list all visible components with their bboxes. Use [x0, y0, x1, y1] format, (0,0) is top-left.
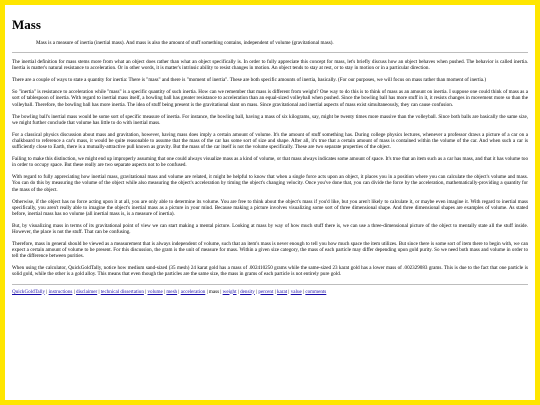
footer-link-weight[interactable]: weight	[222, 288, 237, 295]
footer-link-acceleration[interactable]: acceleration	[180, 288, 206, 295]
footer-link-technical-dissertation[interactable]: technical dissertation	[100, 288, 144, 295]
paragraph: There are a couple of ways to state a quantity for inertia: There is "mass" and there is "moment of inertia". These are both specific amounts of inertia, basically. (For our purposes, we will focus on mass rather than moment of inertia.)	[12, 77, 487, 84]
separator: |	[162, 288, 167, 295]
separator: |	[236, 288, 241, 295]
footer-link-percent[interactable]: percent	[258, 288, 274, 295]
paragraph: But, by visualizing mass in terms of its gravitational point of view we can start making a mental picture. Looking at mass by way of how much stuff there is, we can use a three-dimensional picture of the object to mentally state all the stuff inside. However, the place is not the stuff. That can be confusing.	[12, 222, 528, 235]
intro-text: Mass is a measure of inertia (inertial mass). And mass is also the amount of stuff something contains, independent of volume (gravitational mass).	[36, 40, 334, 46]
separator: |	[45, 288, 49, 295]
footer-link-mesh[interactable]: mesh	[166, 288, 178, 295]
paragraph: Otherwise, if the object has no force acting upon it at all, you are only able to determine its volume. You are free to think about the object's mass if you'd like, but you aren't likely to calculate it, or maybe even imagine it. With regard to inertial mass specifically, you aren't really able to imagine the object's inertial mass as a picture in your mind. Because making a picture involves visualizing some sort of three dimensional shape. And three dimensional shapes are examples of volume. As stated before, inertial mass has no volume (all inertial mass is, is a measure of inertia).	[12, 198, 528, 217]
separator: |	[205, 288, 209, 295]
footer-link-disclaimer[interactable]: disclaimer	[75, 288, 98, 295]
separator: |	[143, 288, 148, 295]
separator: |	[72, 288, 76, 295]
paragraph: When using the calculator, QuickGoldTally, notice how medium sand-sized (35 mesh) 24 karat gold has a mass of .002410250 grams while the same-sized 23 karat gold has a lower mass of .002329083 grams. This is due to the fact that one particle is solid gold, while the other is a gold alloy. This means that even though the particles are the same size, the mass in grams of each particle is not entirely pure gold.	[12, 265, 528, 278]
paragraph: The bowling ball's inertial mass would be some sort of specific measure of inertia. For instance, the bowling ball, having a mass of six kilograms, say, might be twenty times more massive than the volleyball. Since both balls are basically the same size, we might further conclude that volume has little to do with inertial mass.	[12, 113, 528, 126]
separator: |	[177, 288, 181, 295]
footer-link-comments[interactable]: comments	[305, 288, 327, 295]
paragraph: For a classical physics discussion about mass and gravitation, however, having mass does imply a certain amount of volume. It's the amount of stuff something has. During college physics lectures, whenever a professor draws a picture of a car on a chalkboard to reference a car's mass, it would be quite reasonable to assume that the mass of the car has some sort of size and shape. After all, it's true that a certain amount of mass is contained within the volume of the car. And when such a car is sufficiently close to Earth, there is a mutually-attractive pull known as gravity. But the mass of the car itself is not the volume specifically. These are two separate properties of the object.	[12, 131, 528, 151]
footer-link-karat[interactable]: karat	[276, 288, 288, 295]
separator: |	[287, 288, 291, 295]
top-divider	[12, 52, 528, 53]
footer-link-value[interactable]: value	[290, 288, 302, 295]
paragraph: So "inertia" is resistance to acceleration while "mass" is a specific quantity of such inertia. How can we remember that mass is different from weight? One way to do this is to think of mass as an amount on inertia. I suppose one could think of mass as a sort of tablespoon of inertia. With regard to inertial mass itself, a bowling ball has greater resistance to acceleration than an equal-sized volleyball when pushed. Since the bowling ball has more stuff in it, it resists changes in movement more so than the volleyball. Therefore, the bowling ball has more inertia. The idea of stuff being present is the gravitational slant on mass. Since gravitational and inertial aspects of mass exist simultaneously, they can cause confusion.	[12, 89, 528, 108]
article-body	[12, 59, 528, 277]
footer-current-mass: mass	[208, 288, 220, 295]
footer-link-quickgoldtally[interactable]: QuickGoldTally	[12, 288, 46, 295]
separator: |	[301, 288, 306, 295]
paragraph: The inertial definition for mass stems more from what an object does rather than what an object specifically is. In order to fully appreciate this concept for mass, let's briefly discuss how an object behaves when pushed. The behavior is called inertia. Inertia is matter's natural resistance to acceleration. Or in other words, it is matter's intrinsic ability to resist changes in motion. An object tends to stay at rest, or to stay in motion or in a particular direction.	[12, 59, 528, 72]
separator: |	[97, 288, 101, 295]
paragraph: Failing to make this distinction, we might end up improperly assuming that one could always visualize mass as a kind of volume, or that mass always indicates some amount of space. It's true that an item such as a car has mass, and that it has volume too in order to occupy space. But these really are two separate aspects not to be confused.	[12, 156, 528, 169]
page-title: Mass	[12, 17, 41, 32]
footer-nav	[12, 289, 528, 295]
page-content	[5, 5, 535, 400]
separator: |	[273, 288, 277, 295]
bottom-divider	[12, 284, 528, 285]
paragraph: With regard to fully appreciating how inertial mass, gravitational mass and volume are related, it might be helpful to know that when a single force acts upon an object, it places you in a position where you can calculate the object's volume and mass. You can do this by measuring the volume of the object while also measuring the object's acceleration by timing the object's changing velocity. Once you've done that, you can divide the force by the acceleration, mathematically-providing a quantity for the mass of the object.	[12, 174, 528, 193]
separator: |	[254, 288, 259, 295]
footer-link-volume[interactable]: volume	[147, 288, 163, 295]
footer-link-density[interactable]: density	[240, 288, 255, 295]
paragraph: Therefore, mass in general should be viewed as a measurement that is always independent of volume, such that an item's mass is never enough to tell you how much space the item utilizes. But since there is some sort of item there to begin with, we can expect a certain amount of volume to be present. For this discussion, the gram is the unit of measure for mass. Within a given size category, the mass of each particle may differ depending upon gold purity. So we need both mass and volume in order to tell the difference between purities.	[12, 241, 528, 260]
separator: |	[219, 288, 223, 295]
footer-link-instructions[interactable]: instructions	[48, 288, 73, 295]
